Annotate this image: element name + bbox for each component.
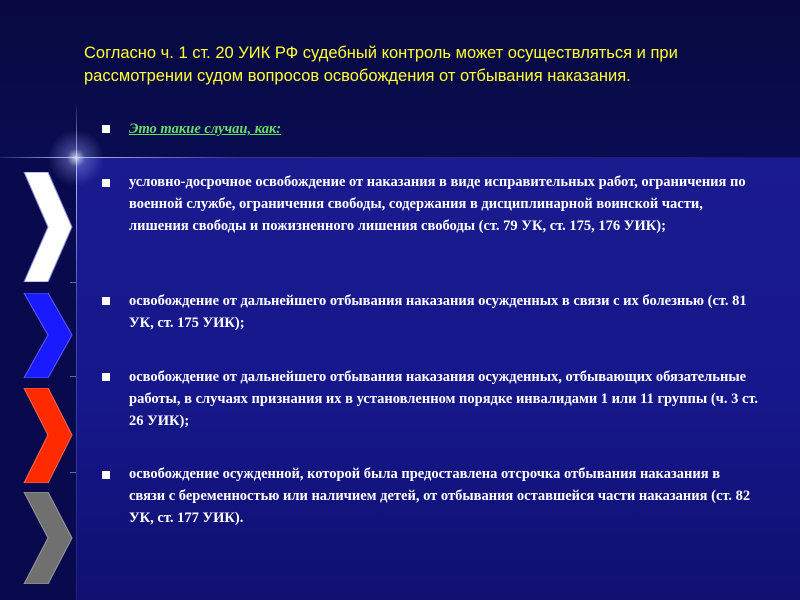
chevron-gray-icon	[22, 492, 74, 584]
list-item: освобождение осужденной, которой была предоставлена отсрочка отбывания наказания в связи с беременностью или наличием детей, от отбывания оставшейся части наказания (ст. 82 УК, ст. 177 УИК).	[129, 466, 751, 526]
slide-title: Согласно ч. 1 ст. 20 УИК РФ судебный контроль может осуществляться и при рассмотрении судом вопросов освобождения от отбывания наказания.	[84, 44, 678, 85]
chevron-white-icon	[22, 172, 74, 282]
intro-text: Это такие случаи, как:	[129, 121, 282, 137]
bullet-icon	[102, 373, 110, 381]
chevron-red-icon	[22, 388, 74, 483]
bullet-icon	[102, 179, 110, 187]
list-item: освобождение от дальнейшего отбывания наказания осужденных в связи с их болезнью (ст. 81 УК, ст. 175 УИК);	[129, 293, 747, 331]
list-item: условно-досрочное освобождение от наказания в виде исправительных работ, ограничения по военной службе, ограничения свободы, содержания в дисциплинарной воинской части, лишения свободы и пожизненного лишения свободы (ст. 79 УК, ст. 175, 176 УИК);	[129, 174, 746, 234]
bullet-icon	[102, 471, 110, 479]
bullet-icon	[102, 297, 110, 305]
chevron-blue-icon	[22, 293, 74, 378]
list-item: освобождение от дальнейшего отбывания наказания осужденных, отбывающих обязательные работы, в случаях признания их в установленном порядке инвалидами 1 или 11 группы (ч. 3 ст. 26 УИК);	[129, 369, 759, 429]
divider-tick	[70, 282, 76, 283]
bullet-icon	[102, 125, 110, 133]
horizontal-divider	[0, 157, 800, 158]
